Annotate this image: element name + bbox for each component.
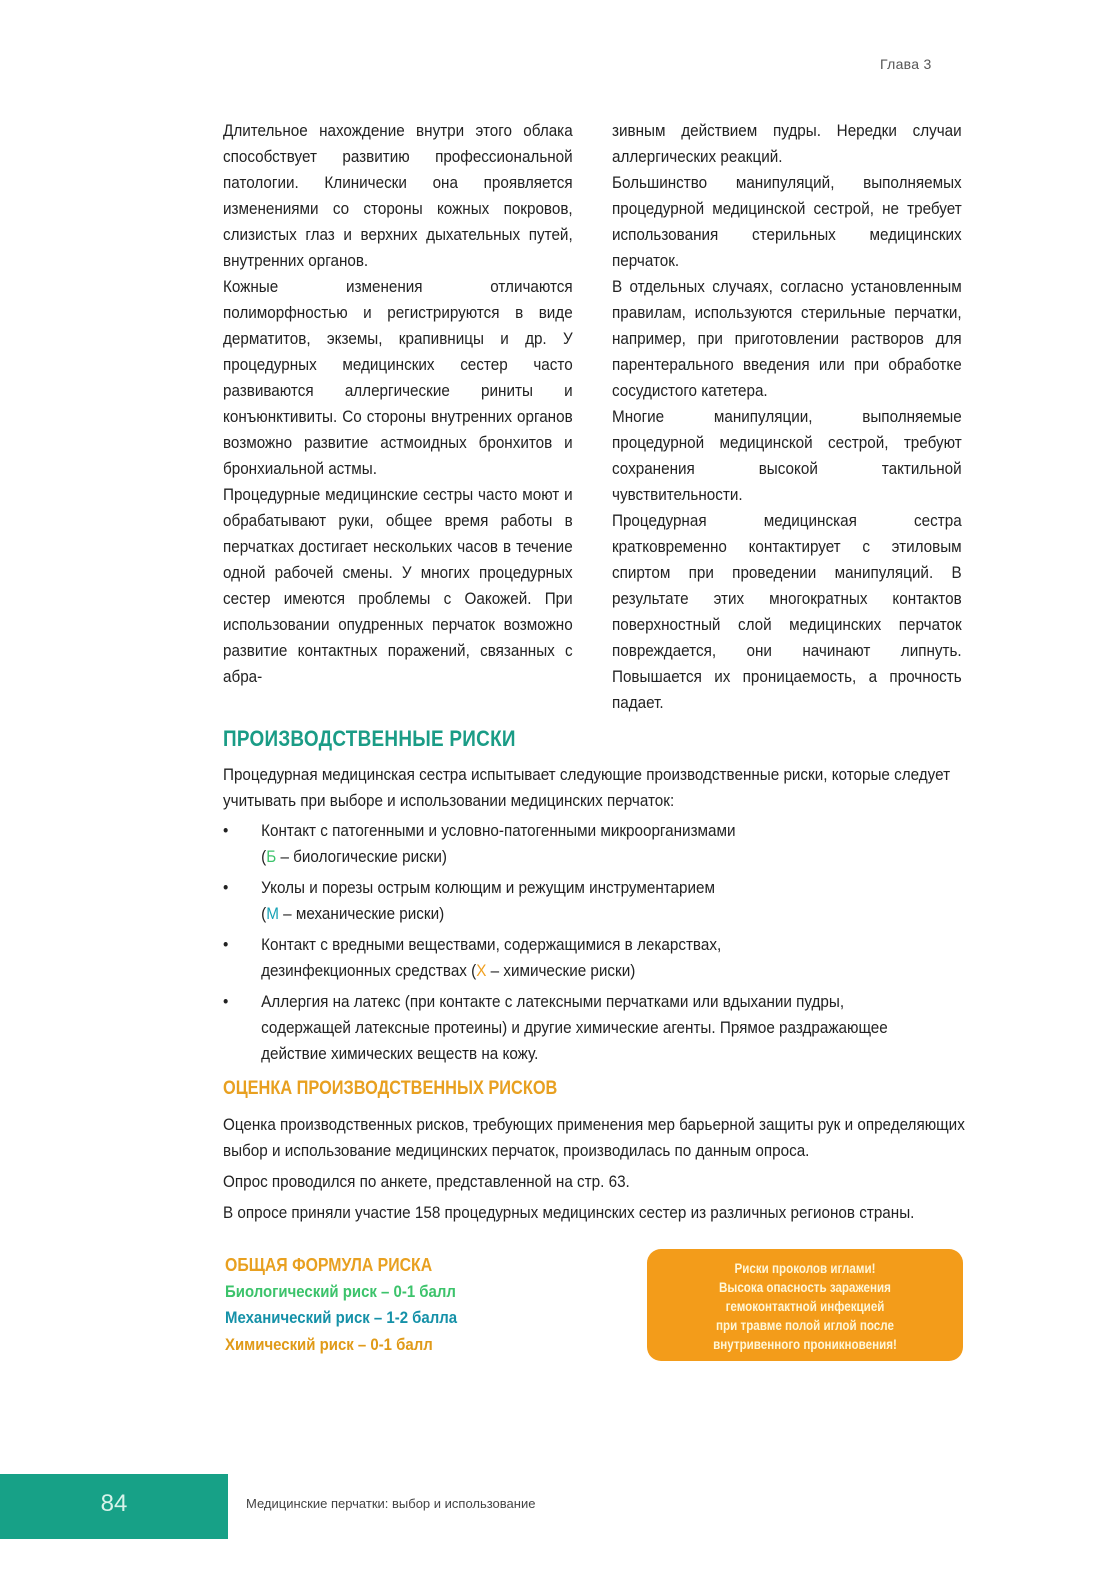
formula-title: ОБЩАЯ ФОРМУЛА РИСКА (225, 1255, 433, 1275)
formula-mech: Механический риск – 1-2 балла (225, 1308, 458, 1327)
risk-text: Контакт с вредными веществами, содержащимися в лекарствах, (261, 936, 722, 954)
assessment-title: ОЦЕНКА ПРОИЗВОДСТВЕННЫХ РИСКОВ (223, 1078, 558, 1099)
right-column (612, 118, 962, 716)
section-intro: Процедурная медицинская сестра испытывает следующие производственные риски, которые следует учитывать при выборе и использовании медицинских перчаток: (223, 766, 951, 810)
bullet-icon: • (223, 822, 229, 840)
risk-text: Контакт с патогенными и условно-патогенными микроорганизмами (261, 822, 736, 840)
bullet-icon: • (223, 936, 229, 954)
bullet-icon: • (223, 879, 229, 897)
paragraph: Оценка производственных рисков, требующих применения мер барьерной защиты рук и определяющих выбор и использование медицинских перчаток, производилась по данным опроса. (223, 1116, 965, 1160)
paragraph: зивным действием пудры. Нередки случаи аллергических реакций. (612, 122, 962, 166)
paragraph: Опрос проводился по анкете, представленной на стр. 63. (223, 1173, 630, 1191)
paragraph: Процедурная медицинская сестра кратковременно контактирует с этиловым спиртом при проведении манипуляций. В результате этих многократных контактов поверхностный слой медицинских перчаток повреждается, они начинают липнуть. Повышается их проницаемость, а прочность падает. (612, 512, 962, 712)
needle-risk-callout: Риски проколов иглами! Высока опасность заражения гемоконтактной инфекцией при травме полой иглой после внутривенного проникновения! (647, 1249, 963, 1361)
paragraph: Длительное нахождение внутри этого облака способствует развитию профессиональной патологии. Клинически она проявляется изменениями со стороны кожных покровов, слизистых глаз и верхних дыхательных путей, внутренних органов. (223, 122, 573, 270)
paragraph: В отдельных случаях, согласно установленным правилам, используются стерильные перчатки, например, при приготовлении растворов для парентерального введения или при обработке сосудистого катетера. (612, 278, 962, 400)
formula-bio: Биологический риск – 0-1 балл (225, 1281, 456, 1301)
footer-book-title: Медицинские перчатки: выбор и использование (246, 1496, 536, 1511)
formula-chem: Химический риск – 0-1 балл (225, 1334, 433, 1354)
risk-item-mechanical: • Уколы и порезы острым колющим и режущим инструментарием (М – механические риски) (223, 875, 967, 927)
risk-code-chem: Х (476, 962, 487, 980)
paragraph: Кожные изменения отличаются полиморфностью и регистрируются в виде дерматитов, экземы, крапивницы и др. У процедурных медицинских сестер часто развиваются аллергические риниты и конъюнктивиты. Со стороны внутренних органов возможно развитие астмоидных бронхитов и бронхиальной астмы. (223, 278, 573, 478)
section-title: ПРОИЗВОДСТВЕННЫЕ РИСКИ (223, 726, 516, 751)
paragraph: Процедурные медицинские сестры часто моют и обрабатывают руки, общее время работы в перчатках достигает нескольких часов в течение одной рабочей смены. У многих процедурных сестер имеются проблемы с Оакожей. При использовании опудренных перчаток возможно развитие контактных поражений, связанных с абра- (223, 486, 573, 686)
risk-code-mech: М (266, 905, 279, 923)
risk-formula (225, 1252, 457, 1358)
left-column (223, 118, 573, 690)
risk-item-chemical: • Контакт с вредными веществами, содержащимися в лекарствах, дезинфекционных средствах (Х – химические риски) (223, 932, 967, 984)
risk-item-biological: • Контакт с патогенными и условно-патогенными микроорганизмами (Б – биологические риски) (223, 818, 967, 870)
paragraph: В опросе приняли участие 158 процедурных медицинских сестер из различных регионов страны. (223, 1204, 915, 1222)
running-head-chapter: Глава 3 (880, 56, 932, 72)
assessment-text (223, 1112, 967, 1231)
risk-item-allergy (223, 989, 912, 1067)
bullet-icon: • (223, 993, 229, 1011)
risk-code-bio: Б (266, 848, 277, 866)
paragraph: Многие манипуляции, выполняемые процедурной медицинской сестрой, требуют сохранения высокой тактильной чувствительности. (612, 408, 962, 504)
paragraph: Большинство манипуляций, выполняемых процедурной медицинской сестрой, не требует использования стерильных медицинских перчаток. (612, 174, 962, 270)
risk-text: Аллергия на латекс (при контакте с латексными перчатками или вдыхании пудры, содержащей латексные протеины) и другие химические агенты. Прямое раздражающее действие химических веществ на кожу. (261, 993, 888, 1063)
risk-list (223, 818, 967, 1072)
page-number: 84 (100, 1490, 128, 1517)
risk-text: Уколы и порезы острым колющим и режущим инструментарием (261, 879, 715, 897)
